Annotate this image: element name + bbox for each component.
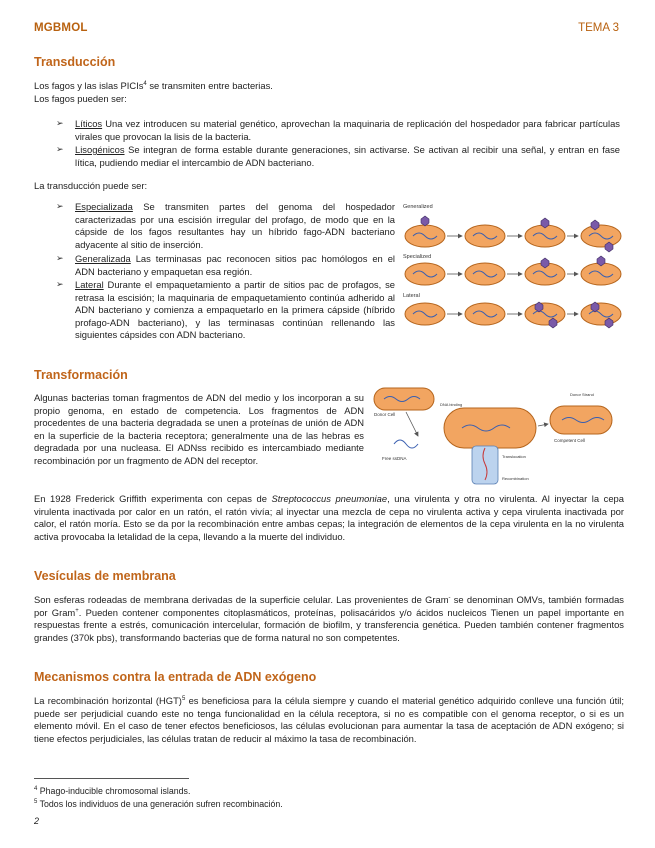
vesiculas-p: Son esferas rodeadas de membrana derivadas de la superficie celular. Las provenientes de Gram- se denominan OMVs, también formadas por Gram+. Pueden contener componentes citoplasmáticos, proteínas, polisacáridos y/o ácidos nucleicos Tienen un papel importante en respuestas frente a estrés, comunicación intercelular, formación de biofilm, y transferencia genética. Pueden también contener fragmentos grandes (370k pbs), transformando bacterias que de forma natural no son competentes. (34, 594, 624, 643)
footnote-divider (34, 778, 189, 779)
transformation-figure (372, 384, 622, 490)
section-title-vesiculas: Vesículas de membrana (34, 569, 176, 583)
transformacion-p1: Algunas bacterias toman fragmentos de ADN del medio y los incorporan a su propio genoma, en estado de competencia. Los fragmentos de ADN procedentes de una bacteria degradada se unen a proteínas de unión de ADN en la superficie de la bacteria receptora; generalmente una de las hebras es degradada por una nucleasa. El ADNss recibido es intercambiado mediante recombinación por un fragmento de ADN del receptor. (34, 392, 364, 466)
fig-label-specialized: Specialized (403, 254, 432, 260)
transduction-figure (403, 198, 625, 340)
bullet-lateral: Lateral Durante el empaquetamiento a partir de sitios pac de profagos, se retrasa la escisión; la maquinaria de empaquetamiento continúa adherido al ADN bacteriano y comienza a empaquetarlo en la primera cápside (híbrido profago-ADN bacteriano), y las terminasas continúan rellenando las siguientes cápsides con ADN bacteriano. (75, 279, 395, 341)
transduccion-tipos-intro: La transducción puede ser: (34, 180, 148, 191)
header-topic: TEMA 3 (578, 22, 619, 34)
fig-label-translocation: Translocation (502, 454, 526, 459)
fig-label-donor: Donor Cell (374, 412, 396, 417)
transformacion-p2: En 1928 Frederick Griffith experimenta con cepas de Streptococcus pneumoniae, una virulenta y otra no virulenta. Al inyectar la cepa virulenta inactivada por calor en un ratón, el ratón vivía; al inyectar una mezcla de cepa no virulenta activa y cepa virulenta inactivada por calor, el ratón moría. Esto se da por la recombinación entre ambas cepas; la integración de elementos de la cepa virulenta en la no virulenta activa provocaba la letalidad de la cepa, llevando a la muerte del individuo. (34, 493, 624, 542)
fig-label-competent: Competent Cell (554, 438, 586, 443)
section-title-transduccion: Transducción (34, 55, 116, 69)
section-title-mecanismos: Mecanismos contra la entrada de ADN exógeno (34, 670, 317, 684)
phage-icon (421, 216, 429, 226)
footnote-5: $^5$ Todos los individuos de una generación sufren recombinación. (34, 799, 283, 809)
fig-label-free-dna: Free ssDNA (382, 456, 407, 461)
mecanismos-p: La recombinación horizontal (HGT)$^5$ es beneficiosa para la célula siempre y cuando el material genético adquirido conlleve una función útil; puede ser perjudicial cuando este no tenga funcionalidad en la célula receptora, si no es compatible con el genoma receptor, o si es un elemento móvil. En el caso de tener efectos beneficiosos, las células evolucionan para aumentar la tasa de aceptación de ADN exógeno; si tiene efectos perjudiciales, las células tratan de reducir al máximo la tasa de recombinación. (34, 695, 624, 744)
fig-label-generalized: Generalized (403, 204, 433, 210)
bullet-especializada: Especializada Se transmiten partes del genoma del hospedador caracterizadas por una escisión irregular del profago, de modo que en la cápside de los fagos resultantes hay un híbrido fago-ADN bacteriano adyacente al sitio de inserción. (75, 201, 395, 250)
page-number: 2 (34, 816, 40, 826)
bullet-arrow-icon: ➢ (56, 118, 64, 128)
fig-label-lateral: Lateral (403, 293, 420, 299)
section-title-transformacion: Transformación (34, 368, 128, 382)
bullet-liticos: Líticos Una vez introducen su material genético, aprovechan la maquinaria de replicación del hospedador para fabricar partículas virales que provocan la lisis de la bacteria. (75, 118, 620, 142)
bullet-arrow-icon: ➢ (56, 144, 64, 154)
transduccion-intro: Los fagos y las islas PICIs$^4$ se transmiten entre bacterias. Los fagos pueden ser: (34, 80, 273, 104)
fig-label-binding: DNA binding (440, 402, 463, 407)
bullet-lisogenicos: Lisogénicos Se integran de forma estable durante generaciones, sin activarse. Se activan al recibir una señal, y entran en fase lítica, pudiendo mediar el intercambio de ADN bacteriano. (75, 144, 620, 168)
competent-cell (444, 408, 536, 448)
bullet-arrow-icon: ➢ (56, 201, 64, 211)
fig-label-donor-strand: Donor Strand (570, 392, 594, 397)
bullet-arrow-icon: ➢ (56, 253, 64, 263)
recombinant-cell (550, 406, 612, 434)
header-course: MGBMOL (34, 22, 88, 34)
fig-label-recombination: Recombination (502, 476, 529, 481)
bullet-arrow-icon: ➢ (56, 279, 64, 289)
footnote-4: $^4$ Phago-inducible chromosomal islands. (34, 786, 191, 796)
bullet-generalizada: Generalizada Las terminasas pac reconocen sitios pac homólogos en el ADN bacteriano y empaquetan esa región. (75, 253, 395, 277)
donor-cell (374, 388, 434, 410)
